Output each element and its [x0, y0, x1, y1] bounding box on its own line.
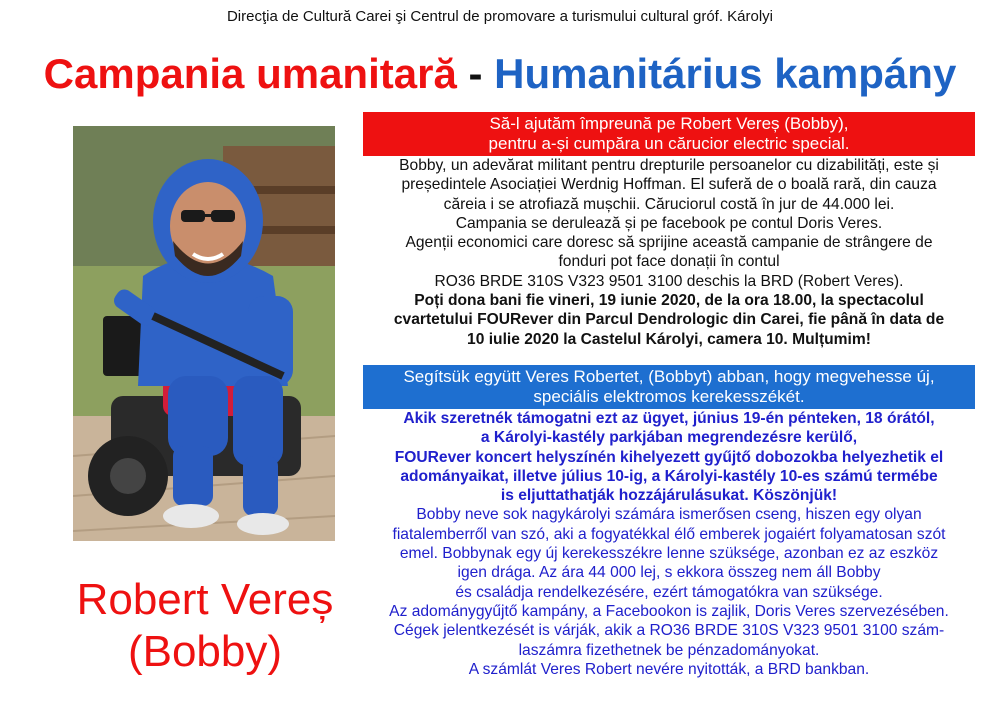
- campaign-title: [0, 46, 1000, 102]
- hungarian-line: igen drága. Az ára 44 000 lej, s ekkora összeg nem áll Bobby: [457, 564, 881, 582]
- romanian-donation-info: [363, 291, 975, 349]
- caption-nickname: (Bobby): [127, 627, 283, 676]
- campaign-text-panel: [363, 112, 975, 679]
- hungarian-banner-line: Segítsük együtt Veres Robertet, (Bobbyt) abban, hogy megvehesse új,: [403, 366, 935, 386]
- hungarian-line: és családja rendelkezésére, ezért támogatókra van szüksége.: [455, 583, 883, 601]
- hungarian-banner: [363, 365, 975, 409]
- person-caption: [20, 574, 390, 678]
- hungarian-bold-line: Akik szeretnék támogatni ezt az ügyet, június 19-én pénteken, 18 órától,: [403, 409, 935, 427]
- romanian-line: președintele Asociației Werdnig Hoffman. El suferă de o boală rară, din cauza: [401, 176, 937, 194]
- hungarian-line: Cégek jelentkezését is várják, akik a RO36 BRDE 310S V323 9501 3100 szám-: [393, 622, 945, 640]
- hungarian-line: laszámra fizethetnek be pénzadományokat.: [518, 641, 820, 659]
- hungarian-line: A számlát Veres Robert nevére nyitották, a BRD bankban.: [468, 660, 870, 678]
- hungarian-line: Bobby neve sok nagykárolyi számára ismerősen cseng, hiszen egy olyan: [416, 506, 922, 524]
- hungarian-bold-line: adományaikat, illetve július 10-ig, a Károlyi-kastély 10-es számú termébe: [400, 467, 938, 485]
- romanian-banner-line: Să-l ajutăm împreună pe Robert Vereș (Bobby),: [489, 114, 849, 133]
- title-separator: -: [468, 50, 483, 97]
- title-hungarian: Humanitárius kampány: [494, 50, 957, 97]
- portrait-photo: [73, 126, 335, 541]
- title-romanian: Campania umanitară: [43, 50, 457, 97]
- portrait-illustration: [73, 126, 335, 541]
- romanian-line: Agenții economici care doresc să sprijine această campanie de strângere de: [405, 234, 933, 252]
- romanian-bold-line: 10 iulie 2020 la Castelul Károlyi, camera 10. Mulțumim!: [467, 330, 871, 348]
- hungarian-body: [363, 505, 975, 679]
- romanian-banner-line: pentru a-și cumpăra un cărucior electric special.: [488, 134, 850, 153]
- caption-name: Robert Vereș: [76, 575, 334, 624]
- hungarian-line: fiatalemberről van szó, aki a fogyatékkal élő emberek jogaiért folyamatosan szót: [392, 525, 946, 543]
- romanian-line: Bobby, un adevărat militant pentru drepturile persoanelor cu dizabilități, este și: [399, 157, 939, 174]
- romanian-line: Campania se derulează și pe facebook pe contul Doris Veres.: [455, 214, 883, 232]
- romanian-bold-line: Poți dona bani fie vineri, 19 iunie 2020, de la ora 18.00, la spectacolul: [414, 292, 924, 310]
- hungarian-bold-line: FOURever koncert helyszínén kihelyezett gyűjtő dobozokba helyezhetik el: [394, 448, 944, 466]
- organizer-line: Direcţia de Cultură Carei şi Centrul de promovare a turismului cultural gróf. Károlyi: [226, 8, 774, 25]
- hungarian-banner-line: speciális elektromos kerekesszékét.: [533, 386, 805, 406]
- hungarian-bold-line: is eljuttathatják hozzájárulásukat. Köszönjük!: [500, 487, 838, 505]
- hungarian-line: emel. Bobbynak egy új kerekesszékre lenne szüksége, azonban ez az eszköz: [399, 545, 939, 563]
- romanian-bold-line: cvartetului FOURever din Parcul Dendrologic din Carei, fie până în data de: [393, 311, 945, 329]
- romanian-line: căreia i se atrofiază mușchii. Căruciorul costă în jur de 44.000 lei.: [443, 195, 895, 213]
- romanian-line: fonduri pot face donații în contul: [558, 253, 780, 271]
- hungarian-donation-info: [363, 409, 975, 505]
- romanian-line: RO36 BRDE 310S V323 9501 3100 deschis la BRD (Robert Veres).: [434, 272, 904, 290]
- romanian-body: [363, 156, 975, 291]
- hungarian-line: Az adománygyűjtő kampány, a Facebookon is zajlik, Doris Veres szervezésében.: [389, 602, 949, 620]
- hungarian-bold-line: a Károlyi-kastély parkjában megrendezésre kerülő,: [480, 429, 858, 447]
- romanian-banner: [363, 112, 975, 156]
